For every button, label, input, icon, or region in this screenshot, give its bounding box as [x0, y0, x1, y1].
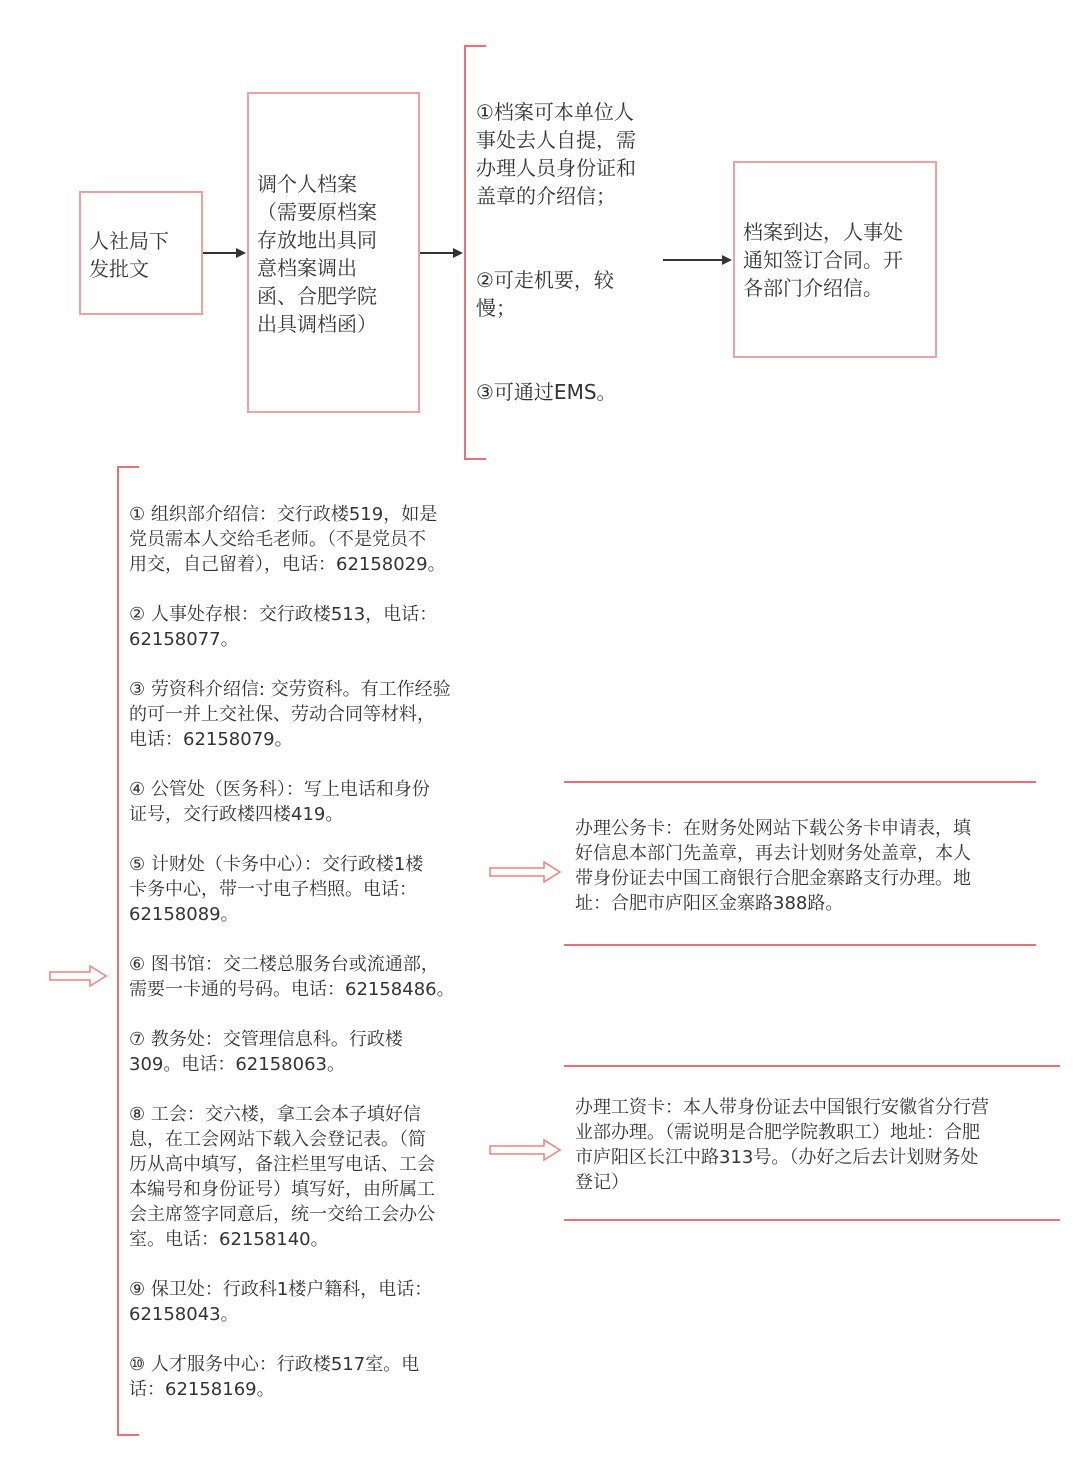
step2-text: 调个人档案 （需要原档案 存放地出具同 意档案调出 函、合肥学院 出具调档函） [257, 172, 377, 336]
official-card-top-rule [564, 781, 1036, 783]
letters-list [129, 502, 489, 1427]
option-1: ①档案可本单位人 事处去人自提，需 办理人员身份证和 盖章的介绍信； [476, 100, 636, 208]
official-card-bottom-rule [564, 944, 1036, 946]
letter-item-9: ⑨ 保卫处：行政科1楼户籍科，电话： 62158043。 [129, 1279, 433, 1325]
official-card-text: 办理公务卡：在财务处网站下载公务卡申请表，填 好信息本部门先盖章，再去计划财务处盖章，本人 带身份证去中国工商银行合肥金寨路支行办理。地 址：合肥市庐阳区金寨路388路。 [575, 818, 971, 914]
letter-item-3: ③ 劳资科介绍信: 交劳资科。有工作经验 的可一并上交社保、劳动合同等材料， 电话：62158079。 [129, 679, 451, 750]
letter-item-10: ⑩ 人才服务中心：行政楼517室。电 话：62158169。 [129, 1354, 420, 1400]
hollow-arrow-official-card [490, 862, 560, 882]
arrow-3-to-4 [663, 255, 732, 265]
arrow-1-to-2 [203, 248, 246, 258]
letter-item-6: ⑥ 图书馆：交二楼总服务台或流通部， 需要一卡通的号码。电话：62158486。 [129, 954, 455, 1000]
hollow-arrow-left [50, 966, 106, 986]
option-2: ②可走机要，较 慢； [476, 268, 614, 320]
salary-card-text: 办理工资卡：本人带身份证去中国银行安徽省分行营 业部办理。（需说明是合肥学院教职工）地址：合肥 市庐阳区长江中路313号。（办好之后去计划财务处 登记） [575, 1097, 989, 1193]
letter-item-7: ⑦ 教务处：交管理信息科。行政楼 309。电话：62158063。 [129, 1029, 403, 1075]
arrow-2-to-3 [420, 248, 463, 258]
letter-item-8: ⑧ 工会：交六楼，拿工会本子填好信 息，在工会网站下载入会登记表。（简 历从高中填写，备注栏里写电话、工会 本编号和身份证号）填写好，由所属工 会主席签字同意后，统一交给工会办公 室。电话：62158140。 [129, 1104, 435, 1250]
salary-card-top-rule [564, 1065, 1060, 1067]
step4-text: 档案到达，人事处 通知签订合同。开 各部门介绍信。 [743, 220, 903, 300]
hollow-arrow-salary-card [490, 1140, 560, 1160]
letter-item-1: ① 组织部介绍信：交行政楼519，如是 党员需本人交给毛老师。（不是党员不 用交，自己留着），电话：62158029。 [129, 504, 446, 575]
option-3: ③可通过EMS。 [476, 380, 617, 404]
step1-text: 人社局下 发批文 [89, 229, 169, 281]
salary-card-bottom-rule [564, 1219, 1060, 1221]
letter-item-4: ④ 公管处（医务科）：写上电话和身份 证号，交行政楼四楼419。 [129, 779, 430, 825]
letter-item-5: ⑤ 计财处（卡务中心）：交行政楼1楼 卡务中心，带一寸电子档照。电话： 62158089。 [129, 854, 424, 925]
letter-item-2: ② 人事处存根：交行政楼513，电话： 62158077。 [129, 604, 438, 650]
